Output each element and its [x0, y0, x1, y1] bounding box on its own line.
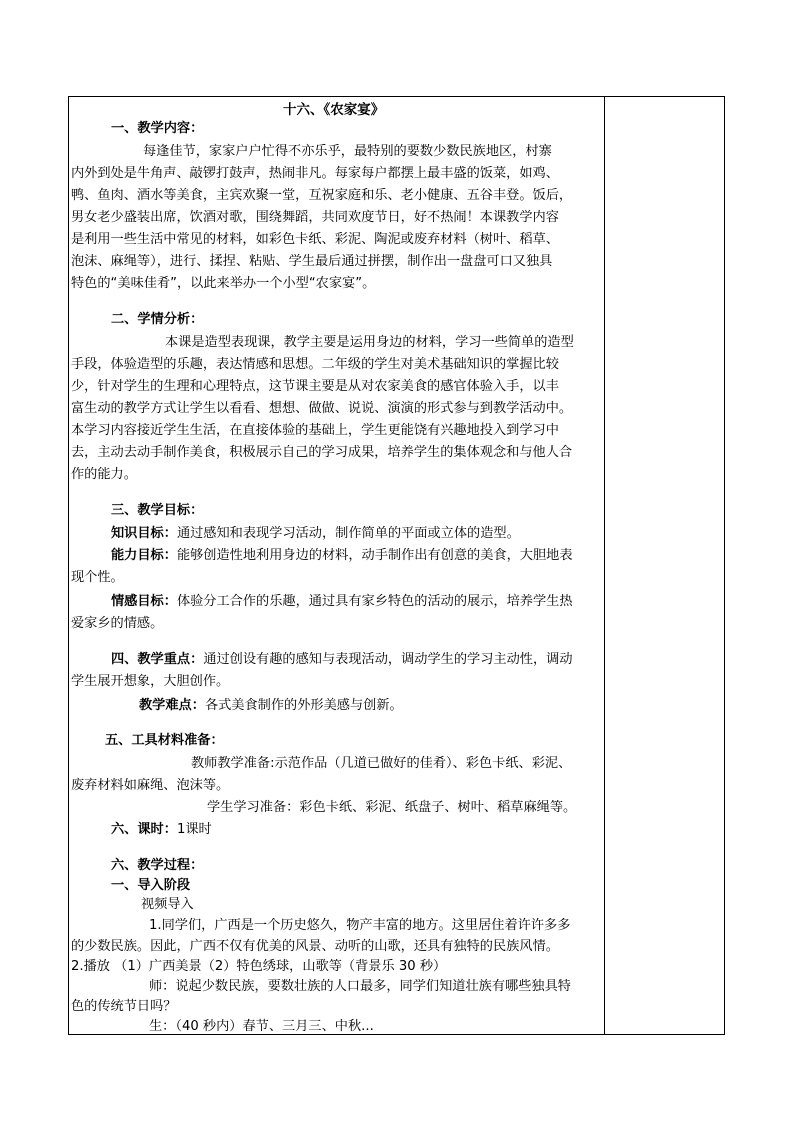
paragraph-line: 每逢佳节，家家户户忙得不亦乐乎，最特别的要数少数民族地区，村寨	[143, 144, 552, 159]
hours-text: 1课时	[176, 822, 212, 837]
paragraph-line: 鸭、鱼肉、酒水等美食，主宾欢聚一堂，互祝家庭和乐、老小健康、五谷丰登。饭后，	[71, 188, 573, 203]
difficulty	[139, 696, 403, 716]
lesson-plan-table	[68, 96, 725, 1035]
paragraph-line: 本课是造型表现课，教学主要是运用身边的材料，学习一些简单的造型	[165, 335, 574, 350]
difficulty-label: 教学难点：	[139, 698, 205, 713]
video-intro: 视频导入	[141, 897, 194, 912]
section-heading-hours: 六、课时：	[111, 822, 177, 837]
paragraph-line: 的少数民族。因此，广西不仅有优美的风景、动听的山歌，还具有独特的民族风情。	[71, 939, 559, 954]
teacher-line: 师：说起少数民族，要数壮族的人口最多，同学们知道壮族有哪些独具特	[149, 979, 571, 994]
objective-label: 能力目标：	[111, 548, 177, 563]
lesson-title: 十六、《农家宴》	[283, 102, 385, 118]
class-hours	[111, 820, 212, 840]
paragraph-line: 2.播放 （1）广西美景（2）特色绣球，山歌等（背景乐 30 秒）	[71, 959, 447, 974]
paragraph-line: 爱家乡的情感。	[71, 616, 164, 631]
paragraph-line: 1.同学们，广西是一个历史悠久，物产丰富的地方。这里居住着许许多多	[149, 918, 571, 933]
paragraph-line: 本学习内容接近学生生活，在直接体验的基础上，学生更能饶有兴趣地投入到学习中	[71, 423, 559, 438]
student-prep: 学生学习准备：彩色卡纸、彩泥、纸盘子、树叶、稻草麻绳等。	[207, 800, 577, 815]
section-heading-materials: 五、工具材料准备：	[105, 733, 224, 748]
objective-label: 情感目标：	[111, 594, 177, 609]
section-heading-keypoints: 四、教学重点：	[111, 652, 204, 667]
paragraph-line: 内外到处是牛角声、敲锣打鼓声，热闹非凡。每家每户都摆上最丰盛的饭菜，如鸡、	[71, 166, 559, 181]
section-heading-objectives: 三、教学目标：	[111, 503, 204, 518]
paragraph-line: 废弃材料如麻绳、泡沫等。	[71, 778, 230, 793]
stage-heading: 一、导入阶段	[111, 878, 191, 893]
paragraph-line: 少，针对学生的生理和心理特点，这节课主要是从对农家美食的感官体验入手，以丰	[71, 379, 559, 394]
objective-text: 通过感知和表现学习活动，制作简单的平面或立体的造型。	[176, 526, 520, 541]
paragraph-line: 现个性。	[71, 570, 124, 585]
paragraph-line: 泡沫、麻绳等），进行、揉捏、粘贴、学生最后通过拼摆，制作出一盘盘可口又独具	[71, 254, 553, 269]
student-line: 生：（40 秒内）春节、三月三、中秋...	[149, 1019, 374, 1034]
objective-label: 知识目标：	[111, 526, 177, 541]
paragraph-line: 是利用一些生活中常见的材料，如彩色卡纸、彩泥、陶泥或废弃材料（树叶、稻草、	[71, 232, 559, 247]
lesson-content-cell	[69, 97, 605, 1034]
paragraph-line: 作的能力。	[71, 467, 137, 482]
objective-emotion	[111, 592, 573, 612]
paragraph-line: 特色的“美味佳肴”，以此来举办一个小型“农家宴”。	[71, 276, 376, 291]
notes-cell	[605, 97, 724, 1034]
paragraph-line: 男女老少盛装出席，饮酒对歌，围绕舞蹈，共同欢度节日，好不热闹！本课教学内容	[71, 210, 559, 225]
section-heading-analysis: 二、学情分析：	[111, 312, 204, 327]
paragraph-line: 富生动的教学方式让学生以看看、想想、做做、说说、演演的形式参与到教学活动中。	[71, 401, 573, 416]
section-heading-process: 六、教学过程：	[111, 858, 204, 873]
paragraph-line: 学生展开想象，大胆创作。	[71, 674, 230, 689]
paragraph-line: 去，主动去动手制作美食，积极展示自己的学习成果，培养学生的集体观念和与他人合	[71, 445, 573, 460]
objective-ability	[111, 546, 573, 566]
paragraph-line: 手段，体验造型的乐趣，表达情感和思想。二年级的学生对美术基础知识的掌握比较	[71, 357, 559, 372]
key-points	[111, 650, 573, 670]
objective-text: 能够创造性地利用身边的材料，动手制作出有创意的美食，大胆地表	[176, 548, 573, 563]
paragraph-line: 色的传统节日吗？	[71, 999, 177, 1014]
difficulty-text: 各式美食制作的外形美感与创新。	[204, 698, 403, 713]
section-heading-content: 一、教学内容：	[111, 121, 204, 136]
teacher-prep: 教师教学准备:示范作品（几道已做好的佳肴）、彩色卡纸、彩泥、	[191, 756, 572, 771]
objective-knowledge	[111, 524, 520, 544]
keypoints-text: 通过创设有趣的感知与表现活动，调动学生的学习主动性，调动	[203, 652, 573, 667]
objective-text: 体验分工合作的乐趣，通过具有家乡特色的活动的展示，培养学生热	[176, 594, 573, 609]
